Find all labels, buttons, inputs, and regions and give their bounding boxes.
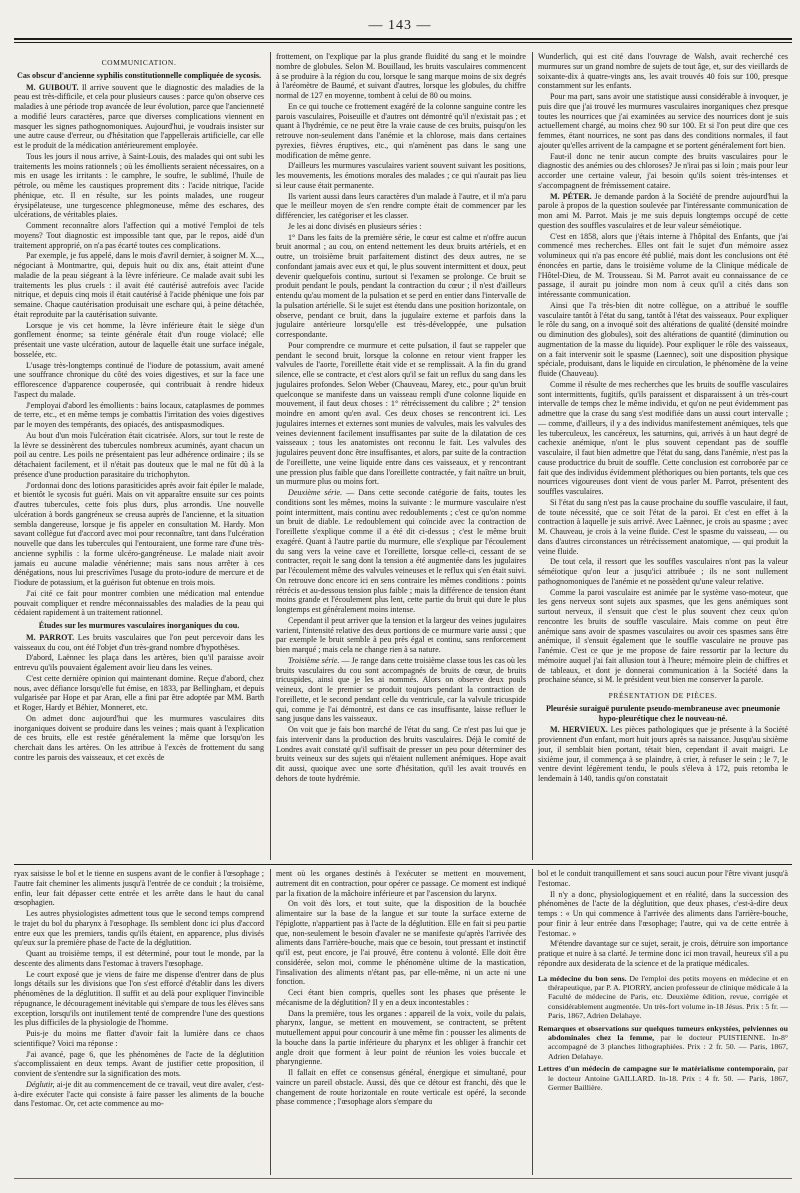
paragraph: Par exemple, je fus appelé, dans le mois d'avril dernier, à soigner M. X..., négociant à Montmartre, qui, depuis huit ou dix ans, était atteint d'une maladie de la peau siégeant à la lèvre inférieure. Ce malade avait subi les traitements les plus cruels : il avait été cautérisé autrefois avec l'acide nitrique, et depuis cinq mois il était cautérisé à l'acide phénique une fois par semaine. Chaque cautérisation produisait une eschare qui, à peine détachée, était reproduite par la cautérisation suivante.: [14, 251, 264, 319]
paragraph: [14, 1080, 264, 1109]
header-rule-thin: [14, 42, 792, 43]
paragraph: Comme il résulte de mes recherches que les bruits de souffle vasculaires sont intermittents, fugitifs, qu'ils paraissent et disparaissent à un très-court intervalle de temps chez le même individu, et qu'on ne peut évidemment pas admettre que la crase du sang s'est modifiée dans un aussi court intervalle ; — comme, d'ailleurs, il y a des individus manifestement anémiques, tels que les tuberculeux, les cancéreux, les saturnins, qui, arrivés à un haut degré de cachexie anémique, n'ont le plus souvent cependant pas de souffle vasculaire, il faut bien admettre que l'état du sang, dans l'anémie, n'est pas la cause productrice du bruit de souffle. Cette conclusion est corroborée par ce fait que des individus évidemment pléthoriques ou bien portants, tels que ces nourrices vigoureuses dont vient de vous parler M. Parrot, présentent des souffles vasculaires.: [538, 379, 788, 496]
paragraph: [276, 656, 526, 724]
paragraph: J'ordonnai donc des lotions parasiticides après avoir fait épiler le malade, et bientôt le sycosis fut guéri. Mais on vit apparaître ensuite sur ces points d'autres tubercules, cette fois plus durs, plus arrondis. Une nouvelle ulcération à bords gangréneux se creusa auprès de l'ancienne, et la situation sembla dangereuse, lorsque je fis appeler en consultation M. Hardy. Mon savant collègue fut d'accord avec moi pour reconnaître, tant dans l'ulcération nouvelle que dans les tubercules qui l'entouraient, une forme rare d'une très-ancienne syphilis : la forme ulcéro-gangréneuse. Le malade niait avoir jamais eu aucune maladie vénérienne; mais sans nous arrêter à ces dénégations, nous lui prescrivîmes l'usage du proto-iodure de mercure et de l'iodure de potassium, et la guérison fut obtenue en trois mois.: [14, 480, 264, 587]
paragraph: Ils varient aussi dans leurs caractères d'un malade à l'autre, et il m'a paru que le meilleur moyen de s'en rendre compte était de commencer par les différencier, les catégoriser et les classer.: [276, 191, 526, 220]
paragraph: bol et le conduit tranquillement et sans souci aucun pour l'être vivant jusqu'à l'estomac.: [538, 869, 788, 888]
paragraph: Lorsque je vis cet homme, la lèvre inférieure était le siège d'un gonflement énorme; sa teinte générale était d'un rouge violacé; elle présentait une vaste ulcération, autour de laquelle était une surface inégale, bosselée, etc.: [14, 320, 264, 359]
paragraph: Puis-je du moins me flatter d'avoir fait la lumière dans ce chaos scientifique? Voici ma réponse :: [14, 1029, 264, 1048]
paragraph: J'ai cité ce fait pour montrer combien une médication mal entendue pouvait compliquer et rendre méconnaissables des maladies de la peau qui cédaient rapidement à un traitement rationnel.: [14, 588, 264, 618]
paragraph: Ainsi que l'a très-bien dit notre collègue, on a attribué le souffle vasculaire tantôt à l'état du sang, tantôt à l'état des vaisseaux. Pour expliquer le rôle du sang, on a invoqué soit des altérations de qualité (densité moindre ou diminution des globules), soit des altérations de quantité (diminution ou augmentation de la masse du liquide). Pour expliquer le rôle des vaisseaux, on a fait intervenir soit le spasme (Laennec), soit une disposition physique spéciale, produisant, dans le liquide en circulation, le phénomène de la veine fluide (Chauveau).: [538, 300, 788, 378]
paragraph-text: Les bruits vasculaires que l'on peut percevoir dans les vaisseaux du cou, ont été l'objet d'un très-grand nombre d'hypothèses.: [14, 632, 264, 652]
paragraph: Comme la paroi vasculaire est animée par le système vaso-moteur, que les gens nerveux sont sujets aux spasmes, que les gens anémiques sont surtout nerveux, il s'ensuit que c'est le plus souvent chez ceux qu'on rencontre les bruits de souffle vasculaire. Mais comme on peut être anémique sans avoir de spasmes vasculaires ou avoir ces spasmes sans être anémique, il s'ensuit également que le souffle vasculaire ne prouve pas l'anémie. C'est ce que je me propose de faire ressortir par la lecture du mémoire auquel j'ai fait allusion tout à l'heure; mémoire plein de chiffres et de tableaux, et dont je donnerai communication à la Société dans la prochaine séance, si M. le président veut bien me conserver la parole.: [538, 587, 788, 685]
speaker-name: M. HERVIEUX.: [550, 725, 608, 735]
paragraph: On voit dès lors, et tout suite, que la disposition de la bouchée alimentaire sur la base de la langue et sur toute la surface externe de l'épiglotte, n'appartient pas à l'acte de la déglutition. Elle en fait si peu partie que, non-seulement le besoin d'avaler ne se manifeste qu'après l'arrivée des aliments dans l'arrière-bouche, mais que ce besoin, tout pressant et instinctif qu'il est, peut encore, je l'ai prouvé, être contenu à volonté. Elle doit être considérée, selon moi, comme le phénomène ultime de la mastication, l'insalivation des aliments n'étant pas, par elle-même, ni un acte ni une fonction.: [276, 899, 526, 987]
bibliography-entry: [538, 974, 788, 1021]
study-title: Études sur les murmures vasculaires inorganiques du cou.: [38, 621, 240, 630]
paragraph-text: Il arrive souvent que le diagnostic des maladies de la peau est très-difficile, et cela pour plusieurs causes : parce qu'on observe ces maladies à une période trop avancée de leur évolution, parce que l'ancienneté a modifié leurs caractères, parce que diverses complications viennent en masquer les signes pathognomoniques. Aujourd'hui, je voudrais insister sur une autre cause d'erreur, ou d'hésitation que l'appellerais artificielle, car elle est le produit de la médication antérieurement employée.: [14, 82, 264, 150]
paragraph: Wunderlich, qui est cité dans l'ouvrage de Walsh, avait recherché ces murmures sur un grand nombre de sujets de tout âge, et, sur des vieillards de soixante-dix à quatre-vingts ans, les avait trouvés 40 fois sur 100, presque constamment sur les enfants.: [538, 52, 788, 91]
bibliography-entry: [538, 1024, 788, 1062]
section-title: Pleurésie suraiguë purulente pseudo-membraneuse avec pneumonie hypo-pleurétique chez le nouveau-né.: [545, 703, 781, 723]
paragraph: Quant au troisième temps, il est déterminé, pour tout le monde, par la descente des aliments dans l'estomac à travers l'œsophage.: [14, 949, 264, 968]
paragraph: Cependant il peut arriver que la tension et la largeur des veines jugulaires varient, l'intensité relative des deux portions de ce murmure varie aussi ; que par exemple le bruit semble à peu près égal et continu, sans renforcement bien marqué ; mais cela ne change rien à sa nature.: [276, 615, 526, 654]
bibliography-details: par le docteur PUISTIENNE. In-8° accompagné de 3 planches lithographiées. Prix : 2 fr. 50. — Paris, 1867, Adrien Delahaye.: [548, 1032, 788, 1061]
bibliography-title: La médecine du bon sens.: [538, 973, 627, 983]
lower-column-2: [276, 869, 526, 1175]
paragraph: ment où les organes destinés à l'exécuter se mettent en mouvement, autrement dit en contraction, pour opérer ce passage. Ce moment est indiqué par la fixation de la mâchoire inférieure et par l'ascension du larynx.: [276, 869, 526, 898]
paragraph: 1° Dans les faits de la première série, le cœur est calme et n'offre aucun bruit anormal ; au cou, on entend nettement les deux bruits artériels, et en outre, un troisième bruit parfaitement distinct des deux autres, ne se confondant jamais avec eux et qui, le plus souvent intermittent et doux, peut devenir quelquefois continu, surtout si l'examen se prolonge. Ce bruit se produit pendant le pouls, pendant la contraction du cœur ; il n'est d'ailleurs entendu qu'au moment de la pulsation et se perd en entier dans l'intervalle de la pulsation artérielle. Si le sujet est étendu dans une position horizontale, on observe, pendant ce bruit, dans la jugulaire externe et parfois dans la jugulaire antérieure lorsqu'elle est très-développée, une pulsation correspondante.: [276, 232, 526, 339]
column-divider: [270, 869, 271, 1175]
paragraph: On voit que je fais bon marché de l'état du sang. Ce n'est pas lui que je fais intervenir dans la production des bruits vasculaires. Déjà le comité de Londres avait constaté qu'il suffisait de presser un peu pour déterminer des bruits veineux sur des sujets qui n'étaient nullement anémiques. Hope avait dit aussi, quoique avec une sorte d'hésitation, qu'il les avait trouvés en dehors de toute hydrémie.: [276, 725, 526, 783]
paragraph: D'abord, Laënnec les plaça dans les artères, bien qu'il paraisse avoir entrevu qu'ils pouvaient également avoir lieu dans les veines.: [14, 653, 264, 672]
paragraph: ryax saisisse le bol et le tienne en suspens avant de le confier à l'œsophage ; l'autre fait cheminer les aliments jusqu'à l'entrée de ce conduit ; la troisième, enfin, leur fait dépasser cette entrée et les arrête dans le haut du canal œsophagien.: [14, 869, 264, 908]
bibliography-details: par le docteur Antoine GAILLARD. In-18. Prix : 4 fr. 50. — Paris, 1867, Germer Baillière.: [548, 1064, 788, 1092]
paragraph-text: Les pièces pathologiques que je présente à la Société proviennent d'un enfant, mort huit jours après sa naissance. Jusqu'au sixième jour, il semblait bien portant, tétait bien, cependant il avait maigri. Le sixième jour, il commença à se plaindre, à crier, à refuser le sein ; le 7, le ventre devint légèrement tendu, le pouls s'éleva à 172, puis retomba le lendemain à 140, tandis qu'on constatait: [538, 725, 788, 783]
paragraph-text: — Je range dans cette troisième classe tous les cas où les bruits vasculaires du cou sont accompagnés de bruits de cœur, de bruits tricuspides, ainsi que je les ai nommés. Alors on observe deux pouls veineux, dont le premier se produit toujours pendant la contraction de l'oreillette, et le second pendant celle du ventricule, car la valvule tricuspide qui, comme je l'ai démontré, est dans ce cas insuffisante, laisse refluer le sang jusque dans les vaisseaux.: [276, 655, 526, 724]
bibliography-title: Lettres d'un médecin de campagne sur le matérialisme contemporain,: [538, 1064, 776, 1074]
series-label: Deuxième série.: [288, 488, 343, 497]
paragraph: [276, 488, 526, 615]
paragraph: D'ailleurs les murmures vasculaires varient souvent suivant les positions, les mouvements, les émotions morales des malades ; ce qui n'aurait pas lieu si leur cause était permanente.: [276, 161, 526, 190]
speaker-name: M. GUIBOUT.: [26, 82, 79, 92]
term-label: Déglutir,: [26, 1079, 55, 1089]
upper-column-3: [538, 52, 788, 860]
paragraph: [14, 83, 264, 151]
bibliography-entry: [538, 1064, 788, 1092]
paragraph: Dans la première, tous les organes : appareil de la voix, voile du palais, pharynx, langue, se mettent en mouvement, se contractent, se prêtent mutuellement appui pour concourir à une même fin : pousser les aliments de la bouche dans la partie inférieure du pharynx et les obliger à franchir cet angle droit que forment à leur point de réunion les voies buccale et pharyngienne.: [276, 1008, 526, 1067]
column-divider: [270, 52, 271, 860]
paragraph: Faut-il donc ne tenir aucun compte des bruits vasculaires pour le diagnostic des anémies ou des chloroses? Je n'irai pas si loin ; mais pour leur accorder une certaine valeur, j'ai besoin qu'ils soient très-intenses et s'accompagnent de frémissement cataire.: [538, 151, 788, 190]
paragraph: [538, 192, 788, 231]
section-label: PRÉSENTATION DE PIÈCES.: [608, 691, 718, 700]
paragraph: Je les ai donc divisés en plusieurs séries :: [288, 221, 422, 231]
paragraph: Ceci étant bien compris, quelles sont les phases que présente le mécanisme de la déglutition? Il y en a deux incontestables :: [276, 988, 526, 1007]
column-divider: [532, 869, 533, 1175]
paragraph-text: — Dans cette seconde catégorie de faits, toutes les conditions sont les mêmes, moins la suivante : le murmure vasculaire n'est point intermittent, mais continu avec redoublements ; c'est ce qu'on nomme un bruit de diable. Le redoublement qui coïncide avec la contraction de l'oreillette s'explique comme il a été dit ci-dessus ; c'est le même bruit exagéré. Quant à l'autre partie du murmure, elle s'explique par l'écoulement du sang vers la veine cave et l'oreillette, lorsque celle-ci, cessant de se contracter, reçoit le sang dont la tension a été augmentée dans les jugulaires par l'écoulement même des valvules veineuses et le reflux qui s'en était suivi. On retrouve donc encore ici en sens contraire les mêmes conditions : points rétrécis et au-dessous tension plus faible ; mais la différence de tension étant moins grande et l'écoulement plus lent, cette partie du bruit qui dure le plus longtemps est généralement moins intense.: [276, 488, 526, 614]
feuilleton-rule: [14, 864, 792, 865]
paragraph: [14, 633, 264, 653]
paragraph-text: ai-je dit au commencement de ce travail, veut dire avaler, c'est-à-dire exécuter l'acte qui consiste à faire passer les aliments de la bouche dans l'estomac. Or, cet acte commence au mo-: [14, 1079, 264, 1109]
paragraph: Pour ma part, sans avoir une statistique aussi considérable à invoquer, je puis dire que j'ai trouvé les murmures vasculaires inorganiques chez presque toutes les nourrices que j'ai examinées au service des nourrices dont je suis actuellement chargé, au moins chez 90 sur 100. Et si l'on peut dire que ces femmes, étant nourrices, ne sont pas dans des conditions normales, il faut ajouter qu'elles arrivent de la campagne et se portent généralement fort bien.: [538, 92, 788, 150]
paragraph: J'ai avancé, page 6, que les phénomènes de l'acte de la déglutition s'accomplissaient en deux temps. Avant de justifier cette proposition, il convient de s'entendre sur la signification des mots.: [14, 1049, 264, 1078]
series-label: Troisième série.: [288, 655, 340, 665]
paragraph: Si l'état du sang n'est pas la cause prochaine du souffle vasculaire, il faut, de toute nécessité, que ce soit l'état de la paroi. Et c'est en effet à la contraction à laquelle je suis arrivé. Avec Laënnec, je crois au spasme ; avec M. Chauveau, je crois à la veine fluide. C'est le spasme du vaisseau, — ou dans d'autres circonstances un rétrécissement anatomique, — qui produit la veine fluide.: [538, 497, 788, 556]
paragraph: Au bout d'un mois l'ulcération était cicatrisée. Alors, sur tout le reste de la lèvre se dessinèrent des tubercules nombreux acuminés, ayant chacun un poil au centre. Les poils ne présentaient pas leur adhérence ordinaire ; ils se détachaient facilement, et il n'était pas douteux que le mal ne fût dû à la présence d'une production parasitaire du trichophyton.: [14, 430, 264, 479]
speaker-name: M. PÉTER.: [550, 191, 592, 201]
paragraph: J'employai d'abord les émollients : bains locaux, cataplasmes de pommes de terre, etc., et en même temps je combattis l'irritation des voies digestives par le moyen des tempérants, des opiacés, des antispasmodiques.: [14, 400, 264, 429]
paragraph: En ce qui touche ce frottement exagéré de la colonne sanguine contre les parois vasculaires, Poiseuille et d'autres ont démontré qu'il n'existait pas ; et quant à l'hydrémie, ce ne peut être la vraie cause de ces bruits, puisqu'on les retrouve non-seulement dans l'anémie et la chlorose, mais dans certaines pyrexies, fièvres éruptives, etc., qui n'amènent pas dans le sang une modification de même genre.: [276, 101, 526, 160]
lower-column-3: [538, 869, 788, 1175]
paragraph: [538, 725, 788, 784]
header-rule: [14, 38, 792, 40]
page-bottom-rule: [14, 1178, 792, 1179]
paragraph: Les autres physiologistes admettent tous que le second temps comprend le trajet du bol du pharynx à l'œsophage. Ils semblent donc ici plus d'accord entre eux que les premiers, tandis qu'ils étaient, en apparence, plus divisés qu'eux sur la première phase de l'acte de la déglutition.: [14, 909, 264, 948]
paragraph: Pour comprendre ce murmure et cette pulsation, il faut se rappeler que pendant le second bruit, lorsque la colonne en retour vient frapper les valvules de l'aorte, l'oreillette était vide et se remplissait. A la fin du grand silence, elle se contracte, et c'est alors qu'il se fait un reflux du sang dans les jugulaires profondes. Selon Weber (Chauveau, Marey, etc., pour qu'un bruit quelconque se manifeste dans un vaisseau rempli d'une colonne liquide en mouvement, il faut deux choses : 1° rétrécissement du calibre ; 2° tension moindre en amont qu'en aval. Ces deux choses se rencontrent ici. Les jugulaires internes et externes sont munies de valvules, mais les valvules des veines deviennent facilement insuffisantes par suite de la dilatation de ces vaisseaux ; tous les anatomistes ont reconnu le fait. Les valvules des jugulaires peuvent donc être insuffisantes, et alors, par suite de la contraction de l'oreillette, une veine liquide entre dans ces vaisseaux, et y rencontrant une pression plus faible que dans l'oreillette contractée, y fait naître un bruit, un murmure plus ou moins fort.: [276, 340, 526, 487]
bibliography-details: De l'emploi des petits moyens en médecine et en thérapeutique, par P. A. PIORRY, ancien professeur de clinique médicale à la Faculté de médecine de Paris, etc. Deuxième édition, revue, corrigée et considérablement augmentée. Un très-fort volume in-18 Jésus. Prix : 5 fr. — Paris, 1867, Adrien Delahaye.: [548, 973, 788, 1021]
page-number: — 143 —: [368, 18, 432, 33]
paragraph: On admet donc aujourd'hui que les murmures vasculaires dits inorganiques doivent se produire dans les veines ; mais quant à l'explication de ces bruits, elle est restée généralement la même que lorsqu'on les cherchait dans les artères. On les attribue à l'excès de frottement du sang contre les parois des vaisseaux, et cet excès de: [14, 713, 264, 762]
lower-column-1: [14, 869, 264, 1175]
section-label: COMMUNICATION.: [101, 58, 177, 67]
paragraph: Le court exposé que je viens de faire me dispense d'entrer dans de plus longs détails sur les divisions que l'on s'est efforcé d'établir dans les divers phénomènes de la déglutition. Il suffit et au delà pour expliquer l'invincible répugnance, le découragement inévitable qui s'empare de tous les élèves sans exception, lorsqu'ils ont inutilement tenté de comprendre l'une des questions les plus difficiles de la physiologie de l'homme.: [14, 969, 264, 1028]
paragraph: Il fallait en effet ce consensus général, énergique et simultané, pour vaincre un pareil obstacle. Aussi, dès que ce détour est franchi, dès que le changement de route horizontale en route verticale est opéré, la seconde phase commence ; l'œsophage alors s'empare du: [276, 1068, 526, 1107]
bibliography-title: Remarques et observations sur quelques tumeurs enkystées, pelviennes ou abdominales chez la femme,: [538, 1023, 788, 1042]
paragraph-text: Je demande pardon à la Société de prendre aujourd'hui la parole à propos de la question soulevée par l'intéressante communication de mon ami M. Parrot. Mais je me suis depuis longtemps occupé de cette question des souffles vasculaires et de leur valeur séméiotique.: [538, 191, 788, 230]
column-divider: [532, 52, 533, 860]
section-title: Cas obscur d'ancienne syphilis constitutionnelle compliquée de sycosis.: [16, 70, 262, 80]
paragraph: M'étendre davantage sur ce sujet, serait, je crois, détruire son importance pratique et nuire à sa clarté. Je termine donc ici mon travail, heureux s'il a pu répondre aux desiderata de la science et de la pratique médicales.: [538, 939, 788, 968]
paragraph: De tout cela, il ressort que les souffles vasculaires n'ont pas la valeur séméiotique qu'on leur a jusqu'ici attribuée ; ils ne sont nullement pathognomoniques de l'anémie et ne possèdent qu'une valeur relative.: [538, 557, 788, 586]
paragraph: frottement, on l'explique par la plus grande fluidité du sang et le moindre nombre de globules. Selon M. Bouillaud, les bruits vasculaires commencent à se produire à la région du cou, lorsque le sang marque moins de six degrés à l'aréomètre de Baumé, et suivant d'autres, lorsque les globules, du chiffre normal de 127 en moyenne, tombent à celui de 80 ou moins.: [276, 52, 526, 100]
upper-column-2: [276, 52, 526, 860]
paragraph: Comment reconnaître alors l'affection qui a motivé l'emploi de tels moyens? Tout diagnostic est impossible tant que, par le repos, aidé d'un traitement approprié, on n'a pas écarté toutes ces complications.: [14, 221, 264, 250]
paragraph: C'est cette dernière opinion qui maintenant domine. Reçue d'abord, chez nous, avec défiance lorsqu'elle fut émise, en 1833, par Bellingham, et depuis vulgarisée par Hope et par Aran, elle a fini par être adoptée par MM. Barth et Roger, Hardy et Béhier, Monneret, etc.: [14, 673, 264, 712]
paragraph: L'usage très-longtemps continué de l'iodure de potassium, avait amené une souffrance chronique du côté des voies digestives, et sur la face une efflorescence d'apparence couperosée, qui contribuait à rendre hideux l'aspect du malade.: [14, 360, 264, 399]
paragraph: C'est en 1858, alors que j'étais interne à l'hôpital des Enfants, que j'ai commencé mes recherches. Elles ont fait le sujet d'un mémoire assez volumineux qui n'a pas encore été publié, mais dont les conclusions ont été énoncées en partie, dans le troisième volume de la Clinique médicale de l'Hôtel-Dieu, de M. Trousseau. Si M. Parrot avait eu connaissance de ce passage, il aurait pu joindre mon nom à ceux qu'il a cités dans son intéressante communication.: [538, 231, 788, 299]
paragraph: Tous les jours il nous arrive, à Saint-Louis, des malades qui ont subi les traitements les moins rationnels ; où les émollients seraient nécessaires, on a mis en usage les irritants : le camphre, le soufre, le sublimé, l'huile de pétrole, ou même les caustiques proprement dits : l'acide nitrique, l'acide phénique, etc. Il en résulte, sur les points malades, une rougeur érysipélateuse, une turgescence phlegmoneuse, même des eschares, des ulcérations, de véritables plaies.: [14, 151, 264, 220]
upper-column-1: [14, 52, 264, 860]
paragraph: Il n'y a donc, physiologiquement et en réalité, dans la succession des phénomènes de l'acte de la déglutition, que deux phases, c'est-à-dire deux temps : « Un qui commence à l'arrivée des aliments dans l'arrière-bouche, pour finir à leur entrée dans l'œsophage; l'autre, qui va de cette entrée à l'estomac. »: [538, 889, 788, 938]
speaker-name: M. PARROT.: [26, 632, 75, 642]
